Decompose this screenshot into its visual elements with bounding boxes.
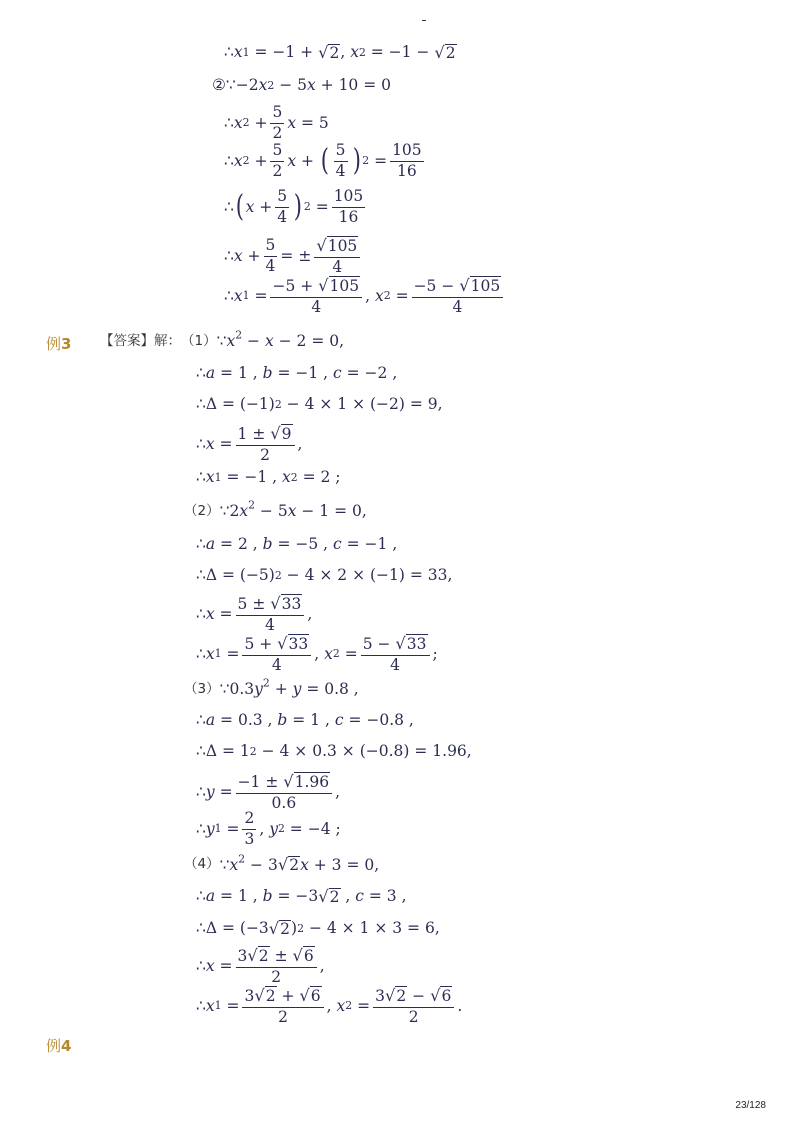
equation-line: ∴ x = 3 √ 2 ± √ 6 2 , [196,946,325,986]
equation-line: ② ∵−2 x 2 − 5 x + 10 = 0 [212,76,392,94]
equation-line: ∴Δ = (−5) 2 − 4 × 2 × (−1) = 33, [196,566,453,584]
equation-line: ∴Δ = (−3 √ 2 ) 2 − 4 × 1 × 3 = 6, [196,919,440,939]
equation-line: ∴ a = 0.3 , b = 1 , c = −0.8 , [196,711,414,729]
equation-line: ∴ ( x + $\frac{5}{4}$ ) 2 = $\frac{105}{16}$ [224,187,364,226]
equation-line: （2） $\because 2x^2 - 5x - 1 = 0$, [184,498,367,520]
example-number: 4 [61,1037,72,1055]
equation-line: ∴ x 2 + $\frac{5}{2}$ x = 5 [224,103,329,142]
top-mark [422,20,426,21]
example-3-label [46,333,71,354]
answer-tag: 【答案】解： [100,333,181,349]
circled-two: ② [212,76,226,94]
example-prefix: 例 [46,335,62,353]
equation-line: ∴ y 1 = $\frac{2}{3}$ , y 2 = −4 ; [196,809,341,848]
part-label: （3） [184,681,220,697]
equation-line: ∴Δ = (−1) 2 − 4 × 1 × (−2) = 9, [196,395,443,413]
equation-line: ∴ x 2 + $\frac{5}{2}$ x + ( $\frac{5}{4}$ ) 2 = $\frac{105}{16}$ [224,141,422,180]
equation-line: ∴ a = 2 , b = −5 , c = −1 , [196,535,398,553]
equation-line: ∴ y = −1 ± √ 1.96 0.6 , [196,772,341,812]
part-label: （4） [184,856,220,873]
equation-line: 【答案】解： （1） $\because x^2 - x - 2 = 0$, [100,328,345,350]
example-4-label [46,1035,71,1056]
equation-line: ∴ x 1 = −1 + √ 2 , x 2 = −1 − √ 2 [224,43,456,63]
equation-line: ∴Δ = 1 2 − 4 × 0.3 × (−0.8) = 1.96, [196,742,472,760]
equation-line: （4） $\because x^2 - 3$ √ 2 x + 3 = 0, [184,852,380,875]
part-label: （2） [184,503,220,519]
equation-line: ∴ a = 1 , b = −3 √ 2 , c = 3 , [196,887,407,907]
equation-line: ∴ x 1 = 3 √ 2 + √ 6 2 , x 2 = 3 √ 2 − √ 6 2 . [196,986,463,1026]
equation-line: （3） $\because 0.3y^2 + y = 0.8$ , [184,676,359,698]
equation-line: ∴ x = 5 ± √ 33 4 , [196,594,313,634]
page-indicator: 23/128 [735,1100,766,1111]
equation-line: ∴ x 1 = −5 + √ 105 4 , x 2 = −5 − √ 105 4 [224,276,506,317]
equation-line: ∴ x + $\frac{5}{4}$ = ± √ 105 4 [224,236,363,277]
part-label: （1） [181,333,217,349]
equation-line: ∴ x 1 = −1 , x 2 = 2 ; [196,468,341,486]
equation-line: ∴ a = 1 , b = −1 , c = −2 , [196,364,398,382]
equation-line: ∴ x = 1 ± √ 9 2 , [196,424,303,464]
example-prefix: 例 [46,1037,62,1055]
example-number: 3 [61,335,72,353]
equation-line: ∴ x 1 = 5 + √ 33 4 , x 2 = 5 − √ 33 4 ; [196,634,438,674]
